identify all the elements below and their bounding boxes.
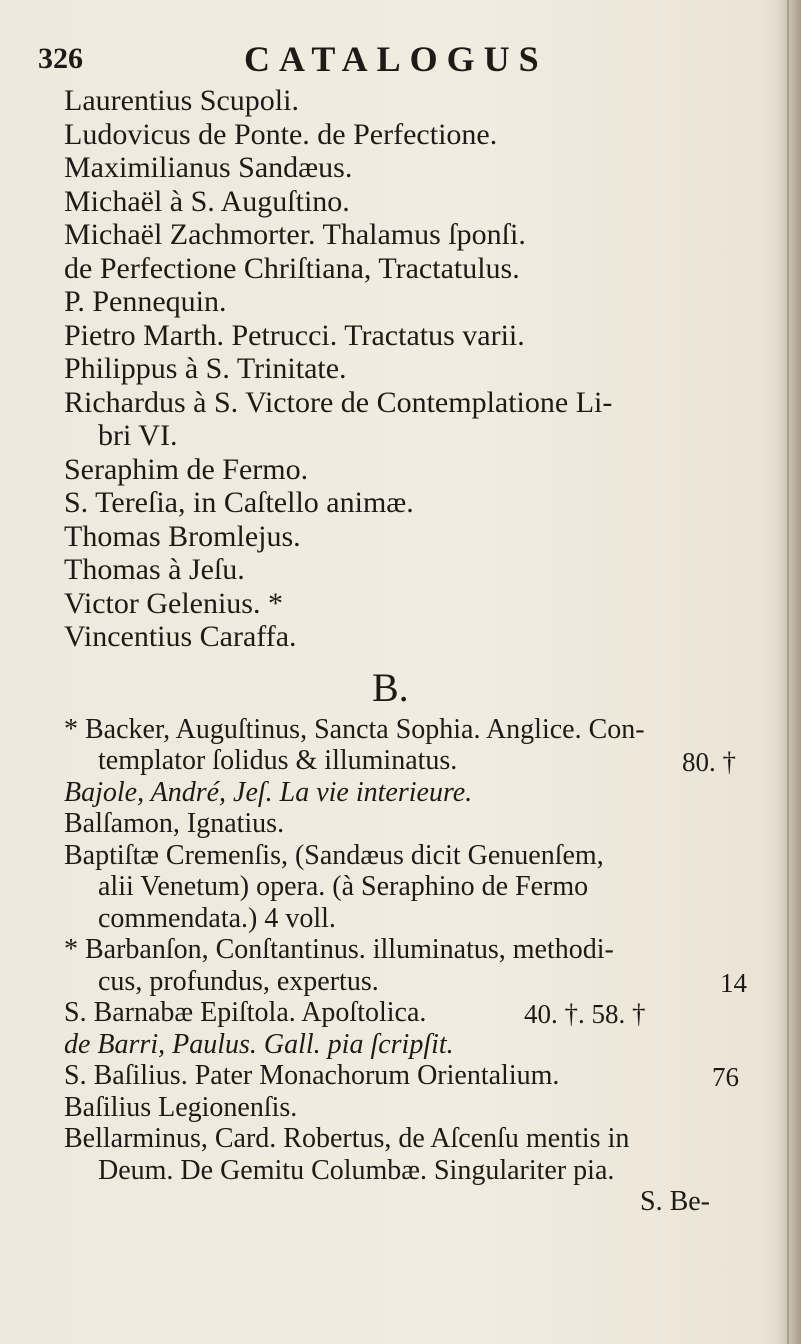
entry-line: * Barbanſon, Conſtantinus. illuminatus, methodi- [64, 934, 614, 965]
entry-line: Thomas Bromlejus. [64, 519, 301, 553]
entry-line: Seraphim de Fermo. [64, 452, 309, 486]
entry-line: de Barri, Paulus. Gall. pia ſcripſit. [64, 1028, 454, 1060]
page-number: 326 [38, 42, 83, 75]
entry-line: alii Venetum) opera. (à Seraphino de Fermo [98, 871, 589, 902]
entry-line: templator ſolidus & illuminatus. [98, 745, 458, 776]
entry-line: Richardus à S. Victore de Contemplatione Li- [64, 385, 613, 419]
entry-line: cus, profundus, expertus. [98, 965, 379, 997]
entry-line: Michaël à S. Auguſtino. [64, 184, 350, 218]
entry-line: de Perfectione Chriſtiana, Tractatulus. [64, 251, 520, 285]
entry-line: P. Pennequin. [64, 285, 227, 318]
entry-line: Laurentius Scupoli. [64, 84, 299, 117]
entry-line: bri VI. [98, 419, 178, 452]
running-head: CATALOGUS [244, 39, 548, 79]
entry-line: Bellarminus, Card. Robertus, de Aſcenſu mentis in [64, 1123, 630, 1154]
entry-line: Vincentius Caraffa. [64, 620, 297, 653]
entry-text: * Backer, Auguſtinus, Sancta Sophia. Anglice. Con- [64, 713, 645, 745]
page-edge-line [787, 0, 789, 1344]
section-letter: B. [372, 664, 409, 710]
entry-line: S. Barnabæ Epiſtola. Apoſtolica. [64, 997, 427, 1028]
entry-line: Ludovicus de Ponte. de Perfectione. [64, 117, 498, 151]
entry-line: S. Baſilius. Pater Monachorum Orientalium. [64, 1060, 560, 1091]
entry-number: 76 [712, 1062, 739, 1092]
entry-number: 14 [720, 967, 747, 998]
entry-line: Pietro Marth. Petrucci. Tractatus varii. [64, 318, 525, 352]
page-edge-shadow [777, 0, 801, 1344]
entry-line: Maximilianus Sandæus. [64, 151, 353, 184]
entry-line: Victor Gelenius. * [64, 586, 283, 620]
entry-line: commendata.) 4 voll. [98, 902, 336, 934]
page-header [38, 38, 738, 82]
catchword: S. Be- [640, 1186, 710, 1217]
entry-line: Michaël Zachmorter. Thalamus ſponſi. [64, 218, 526, 251]
entry-line: Balſamon, Ignatius. [64, 808, 285, 839]
entry-line: Baſilius Legionenſis. [64, 1091, 298, 1123]
entry-number: 40. †. 58. † [524, 999, 646, 1029]
entry-line [64, 713, 645, 745]
entry-number: 80. † [682, 747, 736, 777]
entry-line: Bajole, André, Jeſ. La vie interieure. [64, 776, 473, 808]
entry-line: Baptiſtæ Cremenſis, (Sandæus dicit Genuenſem, [64, 839, 604, 871]
entry-line: Philippus à S. Trinitate. [64, 352, 347, 385]
entry-line: Thomas à Jeſu. [64, 553, 245, 586]
entry-line: S. Tereſia, in Caſtello animæ. [64, 486, 414, 519]
entry-line: Deum. De Gemitu Columbæ. Singulariter pia. [98, 1154, 615, 1186]
